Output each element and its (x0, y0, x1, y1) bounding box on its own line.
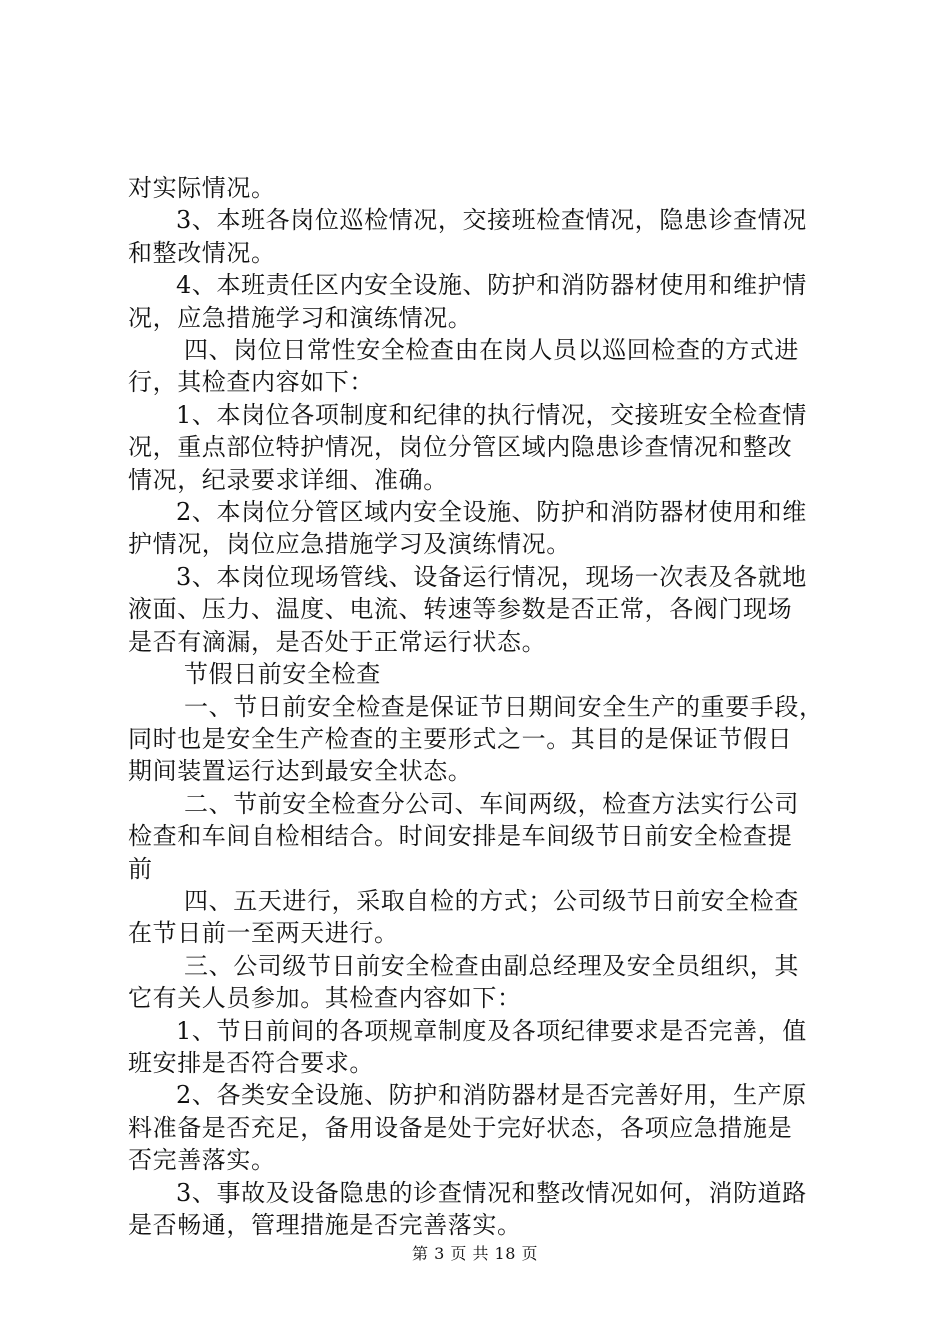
paragraph (128, 399, 838, 496)
text-line: 三、公司级节日前安全检查由副总经理及安全员组织，其 (184, 951, 799, 980)
paragraph (128, 1177, 838, 1242)
text-line: 护情况，岗位应急措施学习及演练情况。 (128, 530, 571, 559)
text-line: 否完善落实。 (128, 1146, 276, 1175)
text-line: 期间装置运行达到最安全状态。 (128, 757, 473, 786)
paragraph (128, 691, 838, 788)
text-line: 它有关人员参加。其检查内容如下： (128, 984, 522, 1013)
paragraph (128, 496, 838, 561)
text-line: 料准备是否充足，备用设备是处于完好状态，各项应急措施是 (128, 1113, 793, 1142)
paragraph (128, 1079, 838, 1176)
text-line: 2、各类安全设施、防护和消防器材是否完善好用，生产原 (176, 1081, 807, 1110)
paragraph (128, 204, 838, 269)
text-line: 3、本班各岗位巡检情况，交接班检查情况，隐患诊查情况 (176, 206, 807, 235)
text-line: 行，其检查内容如下： (128, 368, 374, 397)
paragraph (128, 334, 838, 399)
text-line: 班安排是否符合要求。 (128, 1048, 374, 1077)
text-line: 是否畅通，管理措施是否完善落实。 (128, 1211, 522, 1239)
text-line: 节假日前安全检查 (184, 660, 381, 689)
document-body (128, 172, 838, 1241)
text-line: 二、节前安全检查分公司、车间两级，检查方法实行公司 (184, 789, 799, 818)
text-line: 况，重点部位特护情况，岗位分管区域内隐患诊查情况和整改 (128, 433, 793, 462)
page-footer (0, 1241, 950, 1264)
page-number-label: 第 3 页 共 18 页 (412, 1244, 538, 1263)
paragraph (128, 269, 838, 334)
paragraph (128, 561, 838, 658)
paragraph (128, 788, 838, 885)
text-line: 四、五天进行，采取自检的方式；公司级节日前安全检查 (184, 886, 799, 915)
paragraph (128, 1015, 838, 1080)
text-line: 1、节日前间的各项规章制度及各项纪律要求是否完善，值 (176, 1016, 807, 1045)
text-line: 况，应急措施学习和演练情况。 (128, 303, 473, 332)
text-line: 3、本岗位现场管线、设备运行情况，现场一次表及各就地 (176, 562, 807, 591)
text-line: 4、本班责任区内安全设施、防护和消防器材使用和维护情 (176, 271, 807, 300)
text-line: 在节日前一至两天进行。 (128, 919, 399, 948)
text-line: 检查和车间自检相结合。时间安排是车间级节日前安全检查提 (128, 822, 793, 851)
text-line: 和整改情况。 (128, 238, 276, 267)
text-line: 液面、压力、温度、电流、转速等参数是否正常，各阀门现场 (128, 595, 793, 624)
text-line: 对实际情况。 (128, 174, 276, 202)
text-line: 1、本岗位各项制度和纪律的执行情况，交接班安全检查情 (176, 400, 807, 429)
text-line: 一、节日前安全检查是保证节日期间安全生产的重要手段， (184, 692, 824, 721)
paragraph (128, 885, 838, 950)
text-line: 四、岗位日常性安全检查由在岗人员以巡回检查的方式进 (184, 336, 799, 365)
text-line: 前 (128, 854, 153, 883)
paragraph (128, 172, 838, 204)
text-line: 是否有滴漏，是否处于正常运行状态。 (128, 627, 547, 656)
section-heading (128, 658, 838, 690)
text-line: 2、本岗位分管区域内安全设施、防护和消防器材使用和维 (176, 498, 807, 527)
text-line: 同时也是安全生产检查的主要形式之一。其目的是保证节假日 (128, 724, 793, 753)
text-line: 情况，纪录要求详细、准确。 (128, 465, 448, 494)
paragraph (128, 950, 838, 1015)
text-line: 3、事故及设备隐患的诊查情况和整改情况如何，消防道路 (176, 1178, 807, 1207)
